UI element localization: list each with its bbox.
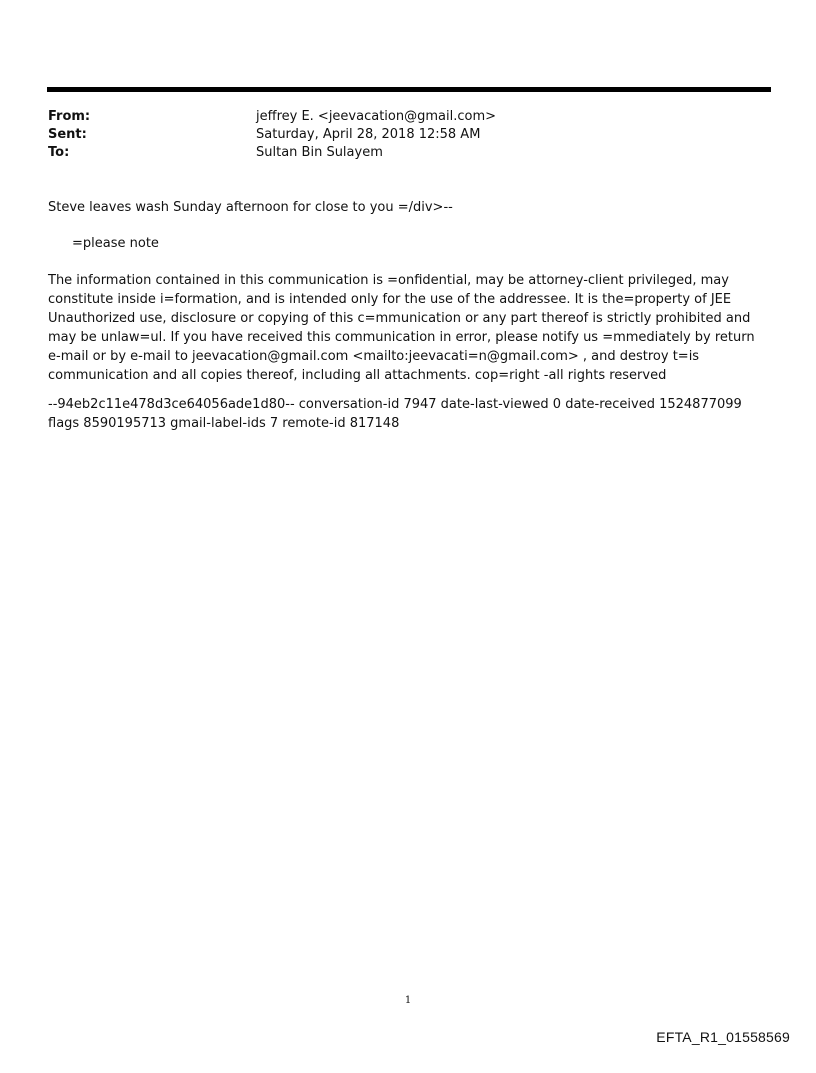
sent-value: Saturday, April 28, 2018 12:58 AM — [256, 127, 481, 142]
message-intro: Steve leaves wash Sunday afternoon for close to you =/div>-- — [48, 200, 453, 215]
from-value: jeffrey E. <jeevacation@gmail.com> — [256, 109, 496, 124]
document-id: EFTA_R1_01558569 — [656, 1029, 790, 1045]
page-number: 1 — [404, 995, 412, 1006]
sent-label: Sent: — [48, 127, 87, 142]
to-value: Sultan Bin Sulayem — [256, 145, 383, 160]
confidentiality-notice: The information contained in this communication is =onfidential, may be attorney-client privileged, may constitute inside i=formation, and is intended only for the use of the addressee. It is the=property of JEE Unauthorized use, disclosure or copying of this c=mmunication or any part thereof is strictly prohibited and may be unlaw=ul. If you have received this communication in error, please notify us =mmediately by return e-mail or by e-mail to jeevacation@gmail.com <mailto:jeevacati=n@gmail.com> , and destroy t=is communication and all copies thereof, including all attachments. cop=right -all rights reserved — [48, 273, 755, 383]
from-row — [48, 108, 768, 126]
from-label: From: — [48, 109, 91, 124]
email-header — [48, 108, 768, 162]
sent-row — [48, 126, 768, 144]
message-note: =please note — [72, 236, 159, 251]
to-label: To: — [48, 145, 70, 160]
message-metadata: --94eb2c11e478d3ce64056ade1d80-- conversation-id 7947 date-last-viewed 0 date-received 1524877099 flags 8590195713 gmail-label-ids 7 remote-id 817148 — [48, 397, 742, 431]
to-row — [48, 144, 768, 162]
header-divider — [47, 87, 771, 92]
